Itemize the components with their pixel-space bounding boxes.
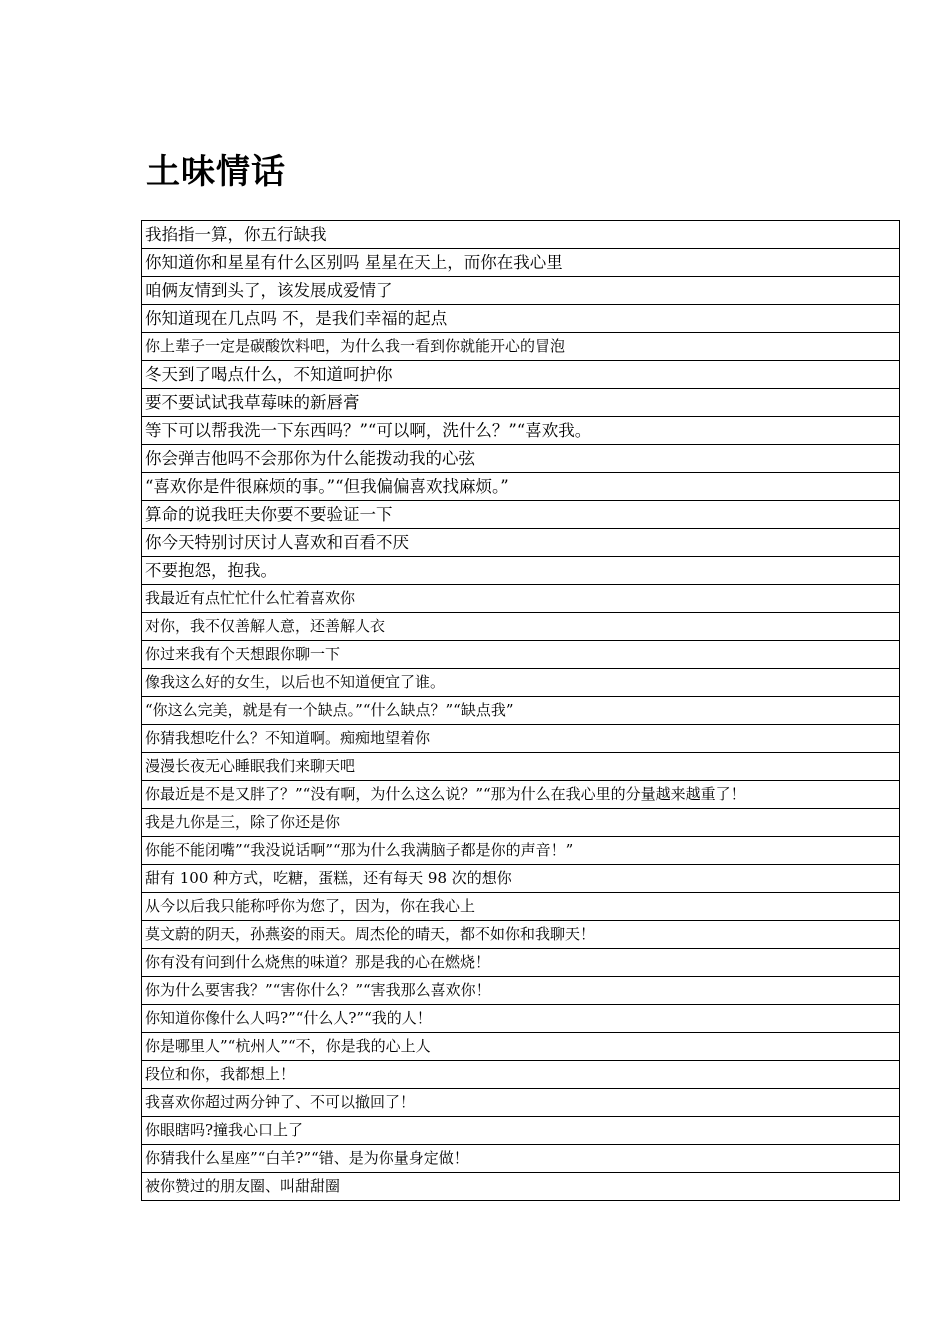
table-cell: 我是九你是三，除了你还是你 [142, 809, 900, 837]
table-cell: 你会弹吉他吗不会那你为什么能拨动我的心弦 [142, 445, 900, 473]
table-row [142, 725, 900, 753]
table-cell: 莫文蔚的阴天，孙燕姿的雨天。周杰伦的晴天，都不如你和我聊天！ [142, 921, 900, 949]
table-row [142, 249, 900, 277]
table-cell: 你猜我什么星座”“白羊?”“错、是为你量身定做！ [142, 1145, 900, 1173]
table-row [142, 1117, 900, 1145]
table-row [142, 893, 900, 921]
table-cell: 你有没有问到什么烧焦的味道？那是我的心在燃烧！ [142, 949, 900, 977]
table-cell: 段位和你，我都想上！ [142, 1061, 900, 1089]
table-cell: 我掐指一算，你五行缺我 [142, 221, 900, 249]
table-cell: 漫漫长夜无心睡眠我们来聊天吧 [142, 753, 900, 781]
table-cell: 要不要试试我草莓味的新唇膏 [142, 389, 900, 417]
table-cell: 等下可以帮我洗一下东西吗？”“可以啊，洗什么？”“喜欢我。 [142, 417, 900, 445]
table-cell: 你猜我想吃什么？不知道啊。痴痴地望着你 [142, 725, 900, 753]
table-cell: 你能不能闭嘴”“我没说话啊”“那为什么我满脑子都是你的声音！” [142, 837, 900, 865]
table-row [142, 865, 900, 893]
table-cell: 你上辈子一定是碳酸饮料吧，为什么我一看到你就能开心的冒泡 [142, 333, 900, 361]
table-row [142, 473, 900, 501]
table-row [142, 1089, 900, 1117]
table-row [142, 221, 900, 249]
table-cell: 咱俩友情到头了，该发展成爱情了 [142, 277, 900, 305]
table-row [142, 389, 900, 417]
table-cell: 你最近是不是又胖了？”“没有啊，为什么这么说？”“那为什么在我心里的分量越来越重了！ [142, 781, 900, 809]
table-cell: 我最近有点忙忙什么忙着喜欢你 [142, 585, 900, 613]
table-cell: 你知道现在几点吗 不，是我们幸福的起点 [142, 305, 900, 333]
table-cell: 你今天特别讨厌讨人喜欢和百看不厌 [142, 529, 900, 557]
table-row [142, 277, 900, 305]
table-row [142, 697, 900, 725]
table-cell: 像我这么好的女生，以后也不知道便宜了谁。 [142, 669, 900, 697]
table-row [142, 445, 900, 473]
table-row [142, 753, 900, 781]
table-row [142, 669, 900, 697]
table-row [142, 305, 900, 333]
table-row [142, 1173, 900, 1201]
table-cell: 你知道你像什么人吗?”“什么人?”“我的人！ [142, 1005, 900, 1033]
table-row [142, 361, 900, 389]
table-cell: 算命的说我旺夫你要不要验证一下 [142, 501, 900, 529]
pickup-lines-table [141, 220, 900, 1201]
table-row [142, 921, 900, 949]
table-cell: 冬天到了喝点什么，不知道呵护你 [142, 361, 900, 389]
table-row [142, 529, 900, 557]
table-row [142, 1005, 900, 1033]
table-row [142, 1033, 900, 1061]
table-row [142, 781, 900, 809]
table-row [142, 333, 900, 361]
table-row [142, 641, 900, 669]
table-cell: 你是哪里人”“杭州人”“不，你是我的心上人 [142, 1033, 900, 1061]
table-row [142, 417, 900, 445]
table-cell: 你眼瞎吗?撞我心口上了 [142, 1117, 900, 1145]
table-row [142, 1061, 900, 1089]
table-cell: 甜有 100 种方式，吃糖，蛋糕，还有每天 98 次的想你 [142, 865, 900, 893]
table-cell: 被你赞过的朋友圈、叫甜甜圈 [142, 1173, 900, 1201]
table-row [142, 1145, 900, 1173]
table-cell: 从今以后我只能称呼你为您了，因为，你在我心上 [142, 893, 900, 921]
table-row [142, 977, 900, 1005]
table-cell: 我喜欢你超过两分钟了、不可以撤回了！ [142, 1089, 900, 1117]
table-cell: 不要抱怨，抱我。 [142, 557, 900, 585]
table-row [142, 557, 900, 585]
table-row [142, 613, 900, 641]
table-row [142, 837, 900, 865]
table-cell: 你知道你和星星有什么区别吗 星星在天上，而你在我心里 [142, 249, 900, 277]
table-cell: 对你，我不仅善解人意，还善解人衣 [142, 613, 900, 641]
table-cell: 你为什么要害我？”“害你什么？”“害我那么喜欢你！ [142, 977, 900, 1005]
table-cell: “喜欢你是件很麻烦的事。”“但我偏偏喜欢找麻烦。” [142, 473, 900, 501]
table-cell: 你过来我有个天想跟你聊一下 [142, 641, 900, 669]
table-row [142, 585, 900, 613]
table-row [142, 809, 900, 837]
table-cell: “你这么完美，就是有一个缺点。”“什么缺点？”“缺点我” [142, 697, 900, 725]
document-title: 土味情话 [146, 152, 286, 192]
table-row [142, 501, 900, 529]
table-row [142, 949, 900, 977]
